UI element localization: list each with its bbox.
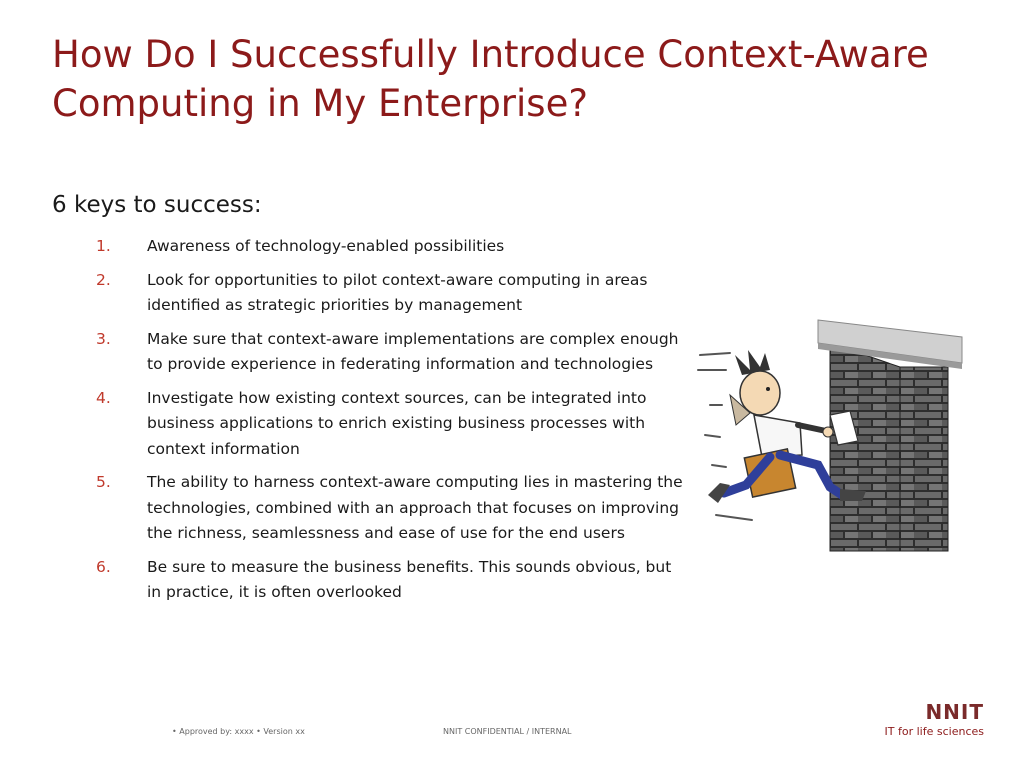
key-item bbox=[96, 470, 686, 547]
logo-tagline: IT for life sciences bbox=[884, 725, 984, 738]
key-item bbox=[96, 234, 686, 260]
key-item bbox=[96, 268, 686, 319]
nnit-logo bbox=[880, 700, 990, 742]
key-number: 6. bbox=[96, 557, 111, 576]
key-item bbox=[96, 327, 686, 378]
key-item bbox=[96, 386, 686, 463]
logo-wordmark: NNIT bbox=[925, 700, 984, 724]
footer-approval: • Approved by: xxxx • Version xx bbox=[172, 727, 305, 736]
slide-title: How Do I Successfully Introduce Context-Aware Computing in My Enterprise? bbox=[52, 33, 929, 125]
key-number: 2. bbox=[96, 270, 111, 289]
key-number: 4. bbox=[96, 388, 111, 407]
key-text: Be sure to measure the business benefits. This sounds obvious, but in practice, it is often overlooked bbox=[147, 557, 672, 601]
key-item bbox=[96, 555, 686, 606]
footer-confidentiality: NNIT CONFIDENTIAL / INTERNAL bbox=[443, 727, 572, 736]
keys-intro: 6 keys to success: bbox=[52, 192, 262, 218]
key-number: 3. bbox=[96, 329, 111, 348]
key-text: Awareness of technology-enabled possibilities bbox=[147, 237, 505, 255]
keys-list bbox=[96, 234, 686, 614]
key-text: Investigate how existing context sources, can be integrated into business applications to enrich existing business processes with context information bbox=[147, 388, 647, 458]
man-running-into-wall-illustration bbox=[690, 315, 970, 560]
key-text: Look for opportunities to pilot context-aware computing in areas identified as strategic priorities by management bbox=[147, 270, 648, 314]
key-text: The ability to harness context-aware computing lies in mastering the technologies, combined with an approach that focuses on improving the richness, seamlessness and ease of use for the end users bbox=[147, 473, 683, 542]
key-number: 1. bbox=[96, 237, 111, 255]
key-number: 5. bbox=[96, 473, 111, 491]
key-text: Make sure that context-aware implementations are complex enough to provide experience in federating information and technologies bbox=[147, 329, 679, 373]
